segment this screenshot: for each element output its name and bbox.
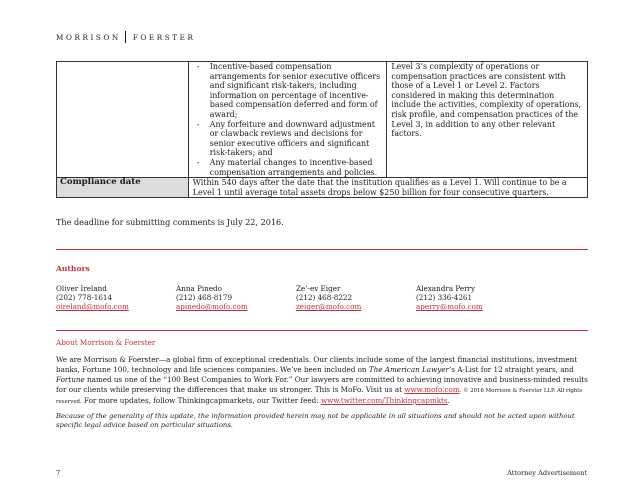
- about-text: For more updates, follow Thinkingcapmarkets, our Twitter feed:: [81, 396, 321, 405]
- author-card: [296, 284, 361, 312]
- bullet-list: [192, 62, 384, 177]
- about-paragraph: [56, 355, 588, 407]
- author-phone: (202) 778-1614: [56, 293, 113, 303]
- about-text: .: [447, 396, 450, 405]
- table-row-compliance: [57, 178, 588, 198]
- list-item: - Any forfeiture and downward adjustment or clawback reviews and decisions for senior executive officers and significant risk-takers; and: [209, 120, 384, 158]
- page-number: 7: [56, 469, 61, 477]
- list-item: - Incentive-based compensation arrangements for senior executive officers and significant risk-takers, including information on percentage of incentive-based compensation deferred and form of award;: [209, 62, 384, 120]
- table-cell-empty: [57, 62, 189, 178]
- twitter-link[interactable]: www.twitter.com/Thinkingcapmkts: [320, 396, 448, 405]
- author-name: Alexandra Perry: [416, 284, 476, 293]
- logo-left-text: MORRISON: [56, 32, 121, 42]
- author-email-link[interactable]: oireland@mofo.com: [56, 302, 129, 312]
- author-card: [56, 284, 129, 312]
- authors-heading: Authors: [56, 264, 90, 273]
- list-item: - Any material changes to incentive-based compensation arrangements and policies.: [209, 158, 384, 177]
- author-email-link[interactable]: apinedo@mofo.com: [176, 302, 248, 312]
- author-email-link[interactable]: aperry@mofo.com: [416, 302, 483, 312]
- divider: [56, 249, 588, 250]
- website-link[interactable]: www.mofo.com: [404, 385, 460, 394]
- about-heading: About Morrison & Foerster: [56, 338, 156, 347]
- author-email-link[interactable]: zeiger@mofo.com: [296, 302, 362, 312]
- logo-right-text: FOERSTER: [132, 32, 196, 42]
- about-text: named us one of the “100 Best Companies to Work For.” Our lawyers are committed to achieving innovative and business-minded results for our clients while preserving the differences that make us stronger. This is MoFo. Visit us at: [56, 375, 588, 394]
- author-phone: (212) 336-4261: [416, 293, 473, 303]
- disclaimer: Because of the generality of this update, the information provided herein may not be applicable in all situations and should not be acted upon without specific legal advice based on particular situations.: [56, 412, 575, 430]
- comment-deadline: The deadline for submitting comments is July 22, 2016.: [56, 217, 284, 227]
- author-name: Ze’-ev Eiger: [296, 284, 341, 293]
- author-phone: (212) 468-8222: [296, 293, 353, 303]
- attorney-advertisement: Attorney Advertisement: [507, 469, 587, 477]
- about-text: We are Morrison & Foerster—a global firm of exceptional credentials. Our clients include some of the largest financial institutions, investment banks, Fortune 100, technology and life sciences companies. We’ve been included on: [56, 355, 578, 374]
- author-card: [176, 284, 248, 312]
- table-cell-level3-text: Level 3’s complexity of operations or compensation practices are consistent with those of a Level 1 or Level 2. Factors considered in making this determination include the activities, complexity of operations, risk profile, and compensation practices of the Level 3, in addition to any other relevant factors.: [387, 62, 588, 178]
- compliance-date-text: Within 540 days after the date that the institution qualifies as a Level 1. Will continue to be a Level 1 until average total assets drops below $250 billion for four consecutive quarters.: [188, 178, 587, 198]
- about-text-italic: Fortune: [56, 375, 85, 384]
- about-text-italic: The American Lawyer: [368, 365, 449, 374]
- logo-divider: [125, 31, 126, 43]
- firm-logo: [56, 31, 196, 43]
- requirements-table: [56, 61, 588, 198]
- author-name: Anna Pinedo: [176, 284, 222, 293]
- compliance-date-label: Compliance date: [57, 178, 189, 198]
- author-card: [416, 284, 483, 312]
- table-cell-bullets: [188, 62, 387, 178]
- copyright-text: . © 2016 Morrison & Foerster LLP. All rights reserved.: [56, 388, 583, 405]
- author-phone: (212) 468-8179: [176, 293, 233, 303]
- about-text: ’s A-List for 12 straight years, and: [448, 365, 574, 374]
- author-name: Oliver Ireland: [56, 284, 107, 293]
- divider: [56, 330, 588, 331]
- table-row: [57, 62, 588, 178]
